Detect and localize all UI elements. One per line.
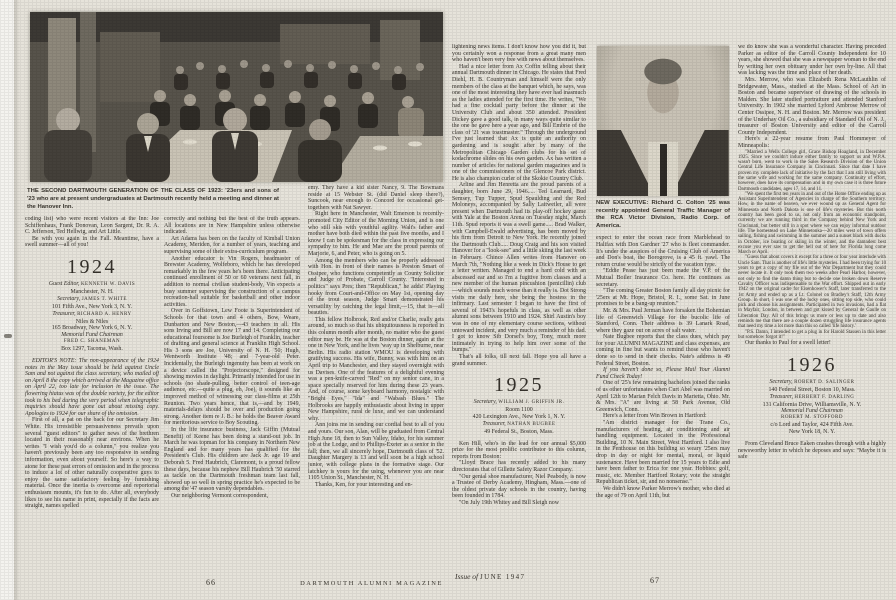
colton-photo-caption: NEW EXECUTIVE: Richard C. Colton '25 was recently appointed General Traffic Manager of the RCA Victor Division, Radio Corp. of America. [596, 200, 730, 229]
right-page-column-1 [452, 44, 586, 571]
officer-name: KENNETH W. DAVIS [80, 281, 136, 287]
paragraph: Be with you again in the Fall. Meantime, have a swell summer—all of you! [25, 235, 159, 249]
officer-line: Manchester, N. H. [70, 288, 114, 295]
running-title: DARTMOUTH ALUMNI MAGAZINE [300, 580, 443, 587]
officer-line [452, 421, 586, 429]
officer-line: 49 Federal St., Boston, Mass. [484, 428, 554, 435]
officer-line: c/o Lord and Taylor, 424 Fifth Ave. [770, 422, 854, 429]
officer-line: ROBERT M. STOFFORD [780, 415, 843, 421]
officer-name: WILLIAM J. GRIFFIN JR. [498, 400, 565, 406]
officer-role: Treasurer, [52, 310, 78, 317]
officer-line: FRED C. SHANEMAN [63, 339, 121, 345]
class-year-heading: 1924 [67, 255, 117, 278]
paragraph: Had a nice letter from Ax Coffin telling about their annual Dartmouth dinner in Chicago. He states that Fred Diehl, H. B. Countryman and himself were the only members of the class at the banquet which, he says, was one of the most interesting they have ever had inasmuch as the ladies attended for the first time. He writes, "We had a fine cocktail party before the dinner at the University Club and about 350 attended. President Dickey gave a good talk, in many ways quite similar to the one he gave here a year ago, and Bill Embrie of the class of '21 was toastmaster." Through the underground I've just learned that Ax is quite an authority on gardening and is sought after by many of the Metropolitan Chicago Garden clubs for his set of kodachrome slides on his own garden. Ax has written a number of articles for national garden magazines and is one of the commissioners of the Glencoe Park district. He is also champion curler of the Skokie Country Club. [452, 63, 586, 182]
officer-line: Niles & Niles [75, 318, 109, 325]
paragraph: One of '25's few remaining bachelors joined the ranks of us other unfortunates when Curt Abel was married on April 12th to Marian Felch Davis in Marietta, Ohio. Mr. & Mrs. "A" are living at 58 Park Avenue, Old Greenwich, Conn. [596, 380, 730, 413]
paragraph: emy. They have a kid sister Nancy, 9. The Bowmans reside at 15 Webster St. (did Daniel sleep there?), Suncook, near enough to Concord for occasional get-togethers with Nat Sawyer. [308, 185, 444, 211]
page-number-67: 67 [650, 576, 660, 585]
officer-role: Treasurer, [482, 420, 508, 427]
page-number-66: 66 [206, 578, 216, 587]
officer-line [25, 296, 159, 304]
paragraph: Among the members who can be properly addressed with Hon. in front of their names is Preston Smart of Ossipee, who functions competently as County Solicitor and Judge of Probate, Carroll County. "Interested in politics" says Pres; then "Republican," he adds! Playing hooky from Court-and-Office on May 1st, opening day of the trout season, Judge Smart demonstrated his versatility by catching the legal limit,—15, that is—all beauties. [308, 257, 444, 317]
left-page-column-2 [164, 216, 300, 572]
paragraph: Right here in Manchester, Walt Emerson is recently-promoted City Editor of the Morning Union, and is one who still skis with youthful agility. Walt's father and mother have both died within the past five months, and I know I can be spokesman for the class in expressing our sympathy to him. He and Mae are the proud parents of Marjorie, 6, and Peter, who is going on 5. [308, 211, 444, 257]
class-year-heading: 1926 [787, 353, 837, 376]
issue-line-italic: Issue of [455, 572, 479, 581]
officer-name: RICHARD A. HENRY [77, 311, 132, 317]
officer-line: 420 Lexington Ave., New York 1, N. Y. [472, 413, 566, 420]
paragraph: "Married a Wells College girl, Grace Bishop Hoagland, in December 1925. Since we couldn't induce either family to support us and W.P.A. wasn't born, went to work in the Sales Research Division of the Union Central Life Insurance Company in Cincinnati. Since that date I have proven my complete lack of initiative by the fact that I am still living with the same wife and working for the same company. Continuity of effort, however, does have its compensation and in my own case it is three future Dartmouth candidates, ages 17, 14, and 11. [738, 149, 886, 192]
officer-line [452, 399, 586, 407]
scan-smudge [4, 334, 12, 338]
right-page-column-2 [596, 44, 730, 571]
officer-line: 131 California Drive, Williamsville, N. Y. [762, 401, 862, 408]
colton-portrait-photo [597, 46, 729, 196]
officer-role: Treasurer, [769, 393, 795, 400]
class-officers [738, 379, 886, 436]
officer-line [25, 311, 159, 319]
paragraph: This fellow Holbrook, Red and/or Charlie, really gets around, so much so that his ubiquitousness is reported in this column month after month, no matter who the guest editor may be. He was at the Boston dinner, again at the one in New York, and he lives 'way up in Shelburne, near Berlin. His radio station WMOU is developing with gratifying success. His wife, Bunny, was with him on an April trip to Manchester, and they stayed overnight with us Davises. One of the features of a delightful evening was a pen-knife-carved "Red" on my senior cane, in a space specially reserved for him during these 23 years. And, of course, some keyboard harmony, nostalgic with "Bright Eyes," "Ida" and "Wabash Blues." The Holbrooks are happily enthusiastic about living in upper New Hampshire, rural de luxe, and we can understand why. [308, 316, 444, 422]
officer-line: Memorial Fund Chairman [61, 332, 123, 339]
paragraph: Our thanks to Paul for a swell letter! [745, 340, 831, 347]
paragraph: "Am district manager for the Trane Co., manufacturers of heating, air conditioning and air handling equipment. Located in the Professional Building, 10 N. Main Street, West Hartford. I also live in the Penthouse on this building so weary '25ers may drop in day or night for mental, moral, or liquid sustenance. Have been married for 15 years to Edie and have been father to Erica for one year. Hobbies: golf, music, etc. Member Hartford Rotary; vote the straight Republican ticket, sir, and no nonsense." [596, 420, 730, 486]
right-page-column-3 [738, 44, 886, 571]
officer-name: ROBERT D. SALINGER [794, 379, 855, 385]
paragraph: From Cleveland Bruce Eaken crashes through with a highly newsworthy letter in which he deposes and says: "Maybe it is safe [738, 441, 886, 461]
officer-role: Secretary, [473, 399, 499, 406]
paragraph: That's all folks, till next fall. Hope you all have a grand summer. [452, 353, 586, 367]
left-page-column-3 [308, 185, 444, 572]
paragraph: Thanks, Ken, for your interesting and en- [315, 481, 413, 488]
class-dinner-photo-art [30, 12, 443, 182]
paragraph: Mrs. Merrow, who was Elizabeth Rena McLauthlin of Bridgewater, Mass., studied at the Mass. School of Art in Boston and became supervisor of drawing of the schools in Malden. She later studied portraiture and attended Stanford University. In 1902 she married Lyford Ambrose Merrow of Center Ossipee, N. H. and Boston. Mr. Merrow was president of the Underhay Oil Co., a subsidiary of Standard Oil of N. J., treasurer of Boston University and editor of the Carroll County Independent. [738, 76, 886, 136]
paragraph: "We spent the first ten years in and out of the Home Office ending up as Assistant Superintendent of Agencies in charge of the Southern territory. How, in the name of heaven, we ever wound up as General Agent for Minnesota and North Dakota is one of life's mysteries. But this north country has been good to us, not only from an economic standpoint, currently we are running third in the Company behind New York and Cincinnati, but better still in a spot where we can enjoy informal outdoor life. The homestead on Lake Minnetonka—20 miles west of town offers sailing, fishing and swimming in the summer and a sunset black with ducks in October, ice boating or skiing in the winter, and the damndest best excuse you ever saw to get the hell out of here for Florida long come March or April. [738, 191, 886, 256]
paragraph: Ann joins me in sending our cordial best to all of you and yours. Our son, Alan, will be graduated from Central High June 18, then to Sun Valley, Idaho, for his summer job at the Lodge, and to Phillips-Exeter as a senior in the fall; then, we all sincerely hope, Dartmouth class of '52. Daughter Margery is 13 and will soon be a high school junior, with college plans in the formative stage. Our latchkey is yours for the using, whenever you are near 1105 Union St., Manchester, N. H. [308, 422, 444, 482]
officer-line: 165 Broadway, New York 6, N. Y. [51, 325, 133, 332]
officer-line: 101 Fifth Ave., New York 3, N. Y. [52, 303, 132, 310]
paragraph: lightening news items. I don't know how you did it, but you certainly won a response from a great many men who haven't been very free with news about themselves. [452, 44, 586, 64]
paragraph: "Guess that about covers it except for a three or four year interlude with Uncle Sam. That is another of life's little mysteries. I had been trying for 10 years to get a copy of my file out of the War Department but they could never locate it. It only took them two weeks after Pearl Harbor, however, not only to find the damn thing but to decide one broken down Reserve Cavalry Officer was indispensable to the War effort. Shipped out in early 1942 on the original cadre for Eisenhower's Staff, later transferred to the 1st Army and ended up as a Lt. Colonel on Bradley's Staff, 12th Army Group. In short, I was one of the lucky ones, sitting top side, who could pick and choose his assignments. Participated in two invasions, had a flat in Mayfair, London, in between and got kissed by General de Gaulle on Liberation Day. All of this brings us more or less up to date and also reminds me that there are a couple dozen struggling life insurance agents that need my time a lot more than this so called 'life history.' [738, 255, 886, 330]
paragraph: We didn't know Parker Merrow's mother, who died at the age of 79 on April 11th, but [596, 485, 730, 499]
paragraph: Here's a 22-year resume from Paul Hommeyer of Minneapolis: [738, 136, 886, 149]
paragraph: "The coming Greater Boston family all day picnic for '25ers at Mt. Hope, Bristol, R. I., some Sat. in June promises to be a bang-up reunion." [596, 288, 730, 308]
paragraph: Mr. & Mrs. Paul Jerman have forsaken the Bohemian life of Greenwich Village for the bucolic life of Stamford, Conn. Their address is 39 Lanark Road, where they gaze out on acres of salt water. [596, 307, 730, 334]
left-page-column-1 [25, 216, 159, 572]
paragraph: "Our genial shoe manufacturer, Niel Peabody, is now a Trustee of Derby Academy, Hingham, Mass.—one of the oldest private day schools in the country, having been founded in 1784. [452, 473, 586, 500]
officer-line: Box 1297, Tacoma, Wash. [61, 346, 123, 353]
paragraph: Art Adams has been on the faculty of Kimball Union Academy, Meriden, for a number of years, teaching and supervising some of their extra-curriculum program. [164, 235, 300, 255]
paragraph: Over in Goffstown, Lew Foote is Superintendent of Schools for that town and 4 others, Bow, Weare, Dunbarton and New Boston,—43 teachers in all. His sons Irving and Bill are now 17 and 14. Completing our educational foursome is Joe Burleigh of Franklin, teacher of drafting and general science at Franklin High School. His 3 sons are Joe, University of N. H. '50; Hugh, Wentworth Institute '48; and 7-year-old Peter. Incidentally, the Burleigh ingenuity has been at work on a device called the "Projectorscope," designed for showing movies in daylight. Primarily intended for use in schools (no shade-pulling, better control of teen-age audience, etc.—quite a plug, eh, Joe), it sounds like an improved method of witnessing our class-films at 25th Reunion. Two years hence, that is,—and by 1949, materials-delays should be over and production going strong. Another item re J. B.: he holds the Beaver Award for meritorious service to Boy Scouting. [164, 308, 300, 427]
paragraph: First of all, a pat on the back for our Secretary Jim White. His irresistible persuasiveness prevails upon several "guest editors" to gather news of the brethren located in their reasonably near environs. When he writes "I wish you'd do a column," you realize you haven't previously been any too responsive in sending information, even about yourself. So here's a way to atone for these past errors of omission and in the process to induce a lot of other naturally cooperative guys to enjoy the same satisfactory feeling by furnishing material. Once the inertia is overcome and reportorial enthusiasm mounts, it's fun to do. After all, everybody likes to see his name in print, especially if the facts are straight, names spelled [25, 417, 159, 510]
scan-edge-shadow [14, 0, 20, 600]
officer-name: NATHAN BUGBEE [507, 421, 556, 427]
paragraph: Another educator is Vin Rogers, headmaster of Brewster Academy, Wolfeboro, which he has developed remarkably in the few years he's been there. Anticipating continued enrollment of 50 or 60 veterans next fall, in addition to normal civilian student-body, Vin expects a busy summer supervising the construction of a campus recreation-hall suitable for basketball and other indoor activities. [164, 255, 300, 308]
officer-line [738, 394, 886, 402]
officer-line: Room 1100 [505, 407, 533, 413]
scan-edge [0, 0, 14, 600]
officer-line: New York 18, N. Y. [788, 429, 836, 436]
class-year-heading: 1925 [494, 374, 544, 397]
paragraph: "Lloyd Brace has recently added to his many directorates that of Gillette Safety Razor Company. [452, 460, 586, 473]
class-officers [452, 399, 586, 436]
paragraph: Arline and Jim Henretta are the proud parents of a daughter, born June 29, 1946..... Ted Learnard, Bud Semsey, Tup Tupper, Spud Spaulding and the Red Moloneys, accompanied by Sally Laitweiler, all were present when Dartmouth had its play-off hockey game with Yale at the Boston Arena on Tuesday night, March 11th. Spud reports it was a swell game..... Brad Walker, with Campbell-Ewald advertising, has been moved by his firm from Detroit to New York. He recently joined the Dartmouth Club..... Doug Craig and his son visited Hanover for a "look-see" and a little skiing the last week in February. Chince Allen writes from Hanover on March 7th, "Nothing like a week in Dick's House to get a letter written. Managed to end a hard cold with an abscessed ear and so I'm a fugitive from classes and a new member of the human pincushion (penicillin) club—which sounds much worse than it really is. Dot Strong visits me daily here, she being the hostess in the infirmary. Last semester I began to have the first of several of 1943's hopefuls in class, as well as other alumni sons between 1910 and 1924. Shirl Austin's boy was in one of my elementary course sections, without untoward incident, and very much a reminder of his dad. I got to know Sib Dorsel's boy, Tony, much more intimately in trying to help him over some of the bumps." [452, 182, 586, 354]
paragraph: EDITOR'S NOTE: The non-appearance of the 1924 notes in the May issue should be held against Uncle Sam and not against the class secretary, who mailed off on April 8 the copy which arrived at the Magazine office on April 22, too late for inclusion in the issue. The flowering hiatus was of the double variety, for the editor took to his bed during the very period when telegraphic inquiries should have gone out about missing copy. Apologies to 1924 for our share of the omission. [25, 358, 159, 417]
paragraph: "On July 19th Whitey and Bill Sleigh now [459, 499, 559, 506]
paragraph: "Eddie Pease has just been made the V.P. of the Mutual Boiler Insurance Co. here. He continues as secretary. [596, 268, 730, 288]
officer-role: Secretary, [769, 378, 795, 385]
paragraph: Ken Hill, who's in the lead for our annual $5,000 prize for the most prolific contributor to this column, reports from Boston: [452, 440, 586, 460]
officer-line: Memorial Fund Chairman [781, 408, 843, 415]
paragraph: Here's a letter from Win Brown in Hartford: [603, 413, 707, 420]
paragraph: correctly and nothing but the best of the truth appears. All locations are in New Hampshire unless otherwise indicated. [164, 216, 300, 236]
issue-line [455, 572, 525, 581]
paragraph: Nate Bugbee reports that the class dues, which pay for your ALUMNI MAGAZINE and class expenses, are coming in fine but wants to remind those who haven't done so to send in their checks. Nate's address is 49 Federal Street, Boston. [596, 334, 730, 367]
paragraph: "P.S. Damn, I intended to get a plug in for Harold Stassen in this letter but somehow forgot it!" [738, 329, 886, 340]
officer-line: 140 Federal Street, Boston 10, Mass. [768, 386, 856, 393]
issue-line-caps: JUNE 1947 [480, 573, 526, 581]
officer-role: Secretary, [57, 295, 82, 302]
paragraph: In the life insurance business, Jack Giffin (Mutual Benefit) of Keene has been doing a stand-out job. In March he was topman for his company in Northern New England and for many years has qualified for the President's Club. His children are Jack Jr. age 19 and Deborah 5. Fred Haubrich, Claremont, is a proud fellow these days, because his nephew Bill Haubrich '50 starred as tackle on the Dartmouth freshman team last fall, showed up so well in spring practice he's expected to be among the '47 season varsity dependables. [164, 427, 300, 493]
paragraph: Our neighboring Vermont correspondent, [171, 492, 269, 499]
officer-name: JAMES T. WHITE [81, 296, 127, 302]
class-dinner-photo [30, 12, 443, 182]
class-officers [25, 281, 159, 353]
dinner-photo-caption: THE SECOND DARTMOUTH GENERATION OF THE CLASS OF 1923: '23ers and sons of '23 who are at present undergraduates at Dartmouth recently held a meeting and dinner at the Hanover Inn. [27, 188, 279, 210]
paragraph: we do know she was a wonderful character. Having preceded Parker as editor of the Carroll County Independent for 10 years, she showed that she was a newspaper woman to the end by writing her own obituary under her own by-line. All that was lacking was the time and place of her death. [738, 44, 886, 77]
officer-line [738, 379, 886, 387]
officer-line [25, 281, 159, 289]
paragraph: expect to enter the ocean race from Marblehead to Halifax with Don Gardner '27 who is fleet commander. It's under the auspices of the Cruising Club of America and Don's boat, the Borogrove, is a 45 ft. yawl. The return cruise would be strictly of the vacation type. [596, 235, 730, 268]
officer-role: Guest Editor, [48, 280, 81, 287]
officer-name: HERBERT F. DARLING [794, 394, 855, 400]
paragraph: coding list) who were recent visitors at the Inn: Joe Schiffenhaus, Frank Donovan, Leon Sargent, Dr. R. A. C. Jefferson, Ted Hellwig, and Art Little. [25, 216, 159, 236]
paragraph: If you haven't done so, Please Mail Your Alumni Fund Check Today! [596, 367, 730, 380]
